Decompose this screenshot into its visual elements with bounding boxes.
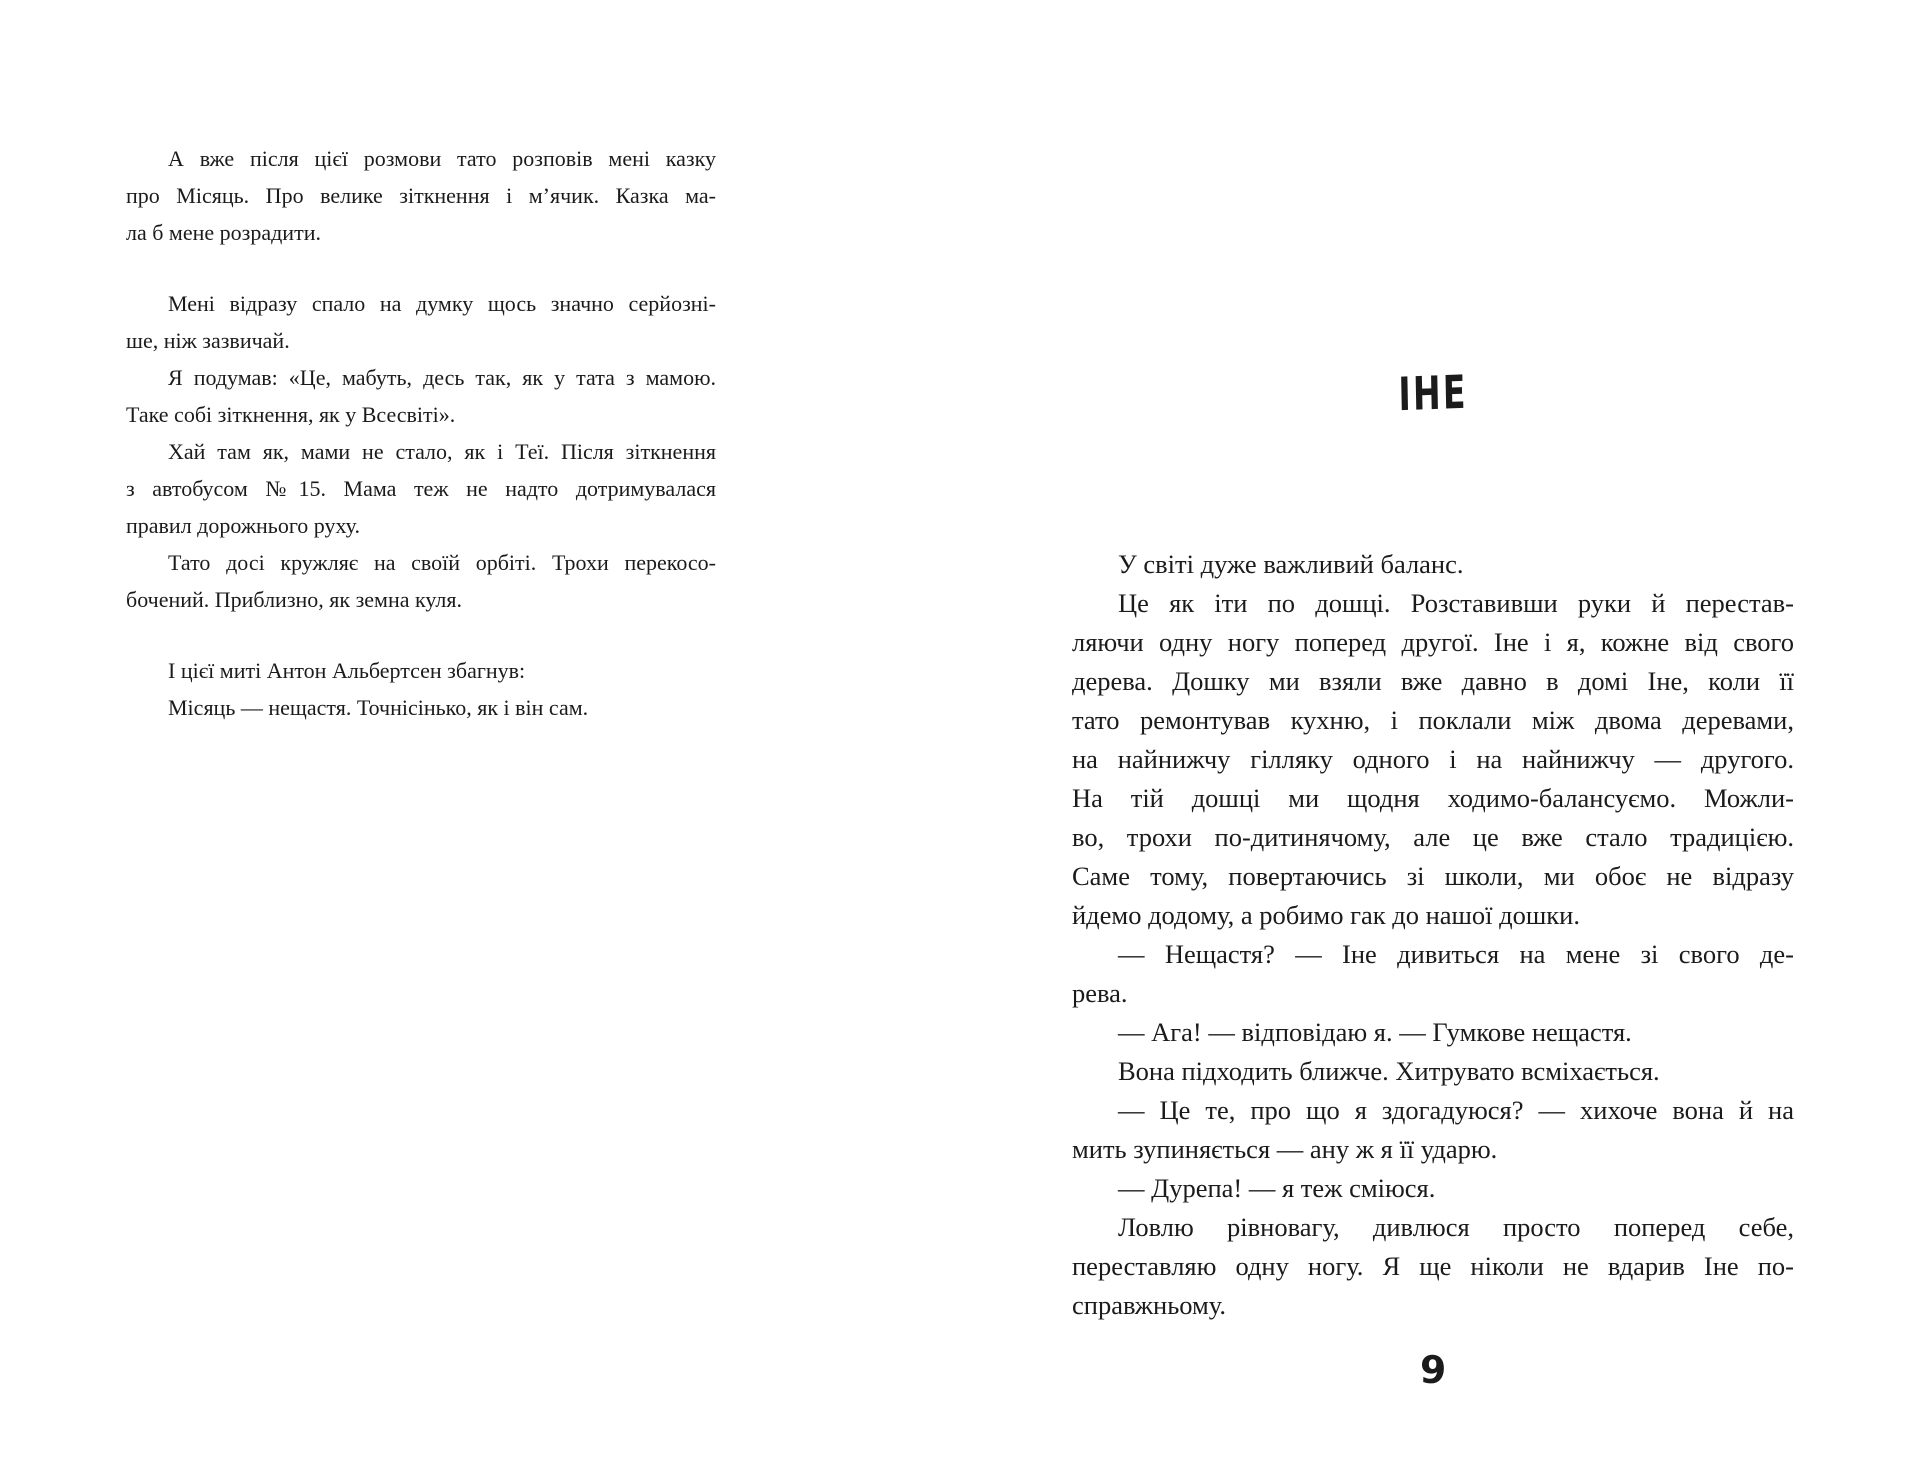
paragraph [1072, 1052, 1794, 1091]
right-page [1072, 0, 1794, 1477]
paragraph [126, 544, 716, 618]
paragraph [126, 689, 716, 726]
paragraph [126, 652, 716, 689]
text-line: йдемо додому, а робимо гак до нашої дошки. [1072, 900, 1580, 930]
paragraph [1072, 1091, 1794, 1169]
text-line: справжньому. [1072, 1290, 1227, 1320]
text-line: Я подумав: «Це, мабуть, десь так, як у тата з мамою. [168, 365, 716, 390]
paragraph [1072, 1013, 1794, 1052]
text-line: А вже після цієї розмови тато розповів мені казку [168, 146, 716, 171]
text-line: з автобусом №15. Мама теж не надто дотримувалася [126, 476, 716, 501]
paragraph [1072, 1208, 1794, 1325]
text-line: Мені відразу спало на думку щось значно серйозні- [168, 291, 716, 316]
text-line: Це як іти по дошці. Розставивши руки й перестав- [1118, 588, 1794, 618]
text-line: — Це те, про що я здогадуюся? — хихоче вона й на [1118, 1095, 1794, 1125]
text-line: переставляю одну ногу. Я ще ніколи не вдарив Іне по- [1072, 1251, 1794, 1281]
text-line: І цієї миті Антон Альбертсен збагнув: [168, 658, 526, 683]
paragraph [1072, 584, 1794, 935]
text-line: на найнижчу гілляку одного і на найнижчу — другого. [1072, 744, 1794, 774]
text-line: мить зупиняється — ану ж я її ударю. [1072, 1134, 1498, 1164]
paragraph [126, 433, 716, 544]
text-line: Місяць — нещастя. Точнісінько, як і він сам. [168, 695, 589, 720]
text-line: — Нещастя? — Іне дивиться на мене зі свого де- [1118, 939, 1794, 969]
paragraph [1072, 935, 1794, 1013]
paragraph [126, 359, 716, 433]
text-line: Таке собі зіткнення, як у Всесвіті». [126, 402, 456, 427]
paragraph [126, 140, 716, 251]
page-number: 9 [1419, 1347, 1447, 1393]
text-line: бочений. Приблизно, як земна куля. [126, 587, 463, 612]
right-page-body [1072, 545, 1794, 1325]
text-line: рева. [1072, 978, 1128, 1008]
text-line: во, трохи по-дитинячому, але це вже стало традицією. [1072, 822, 1794, 852]
text-line: У світі дуже важливий баланс. [1118, 549, 1464, 579]
text-line: ше, ніж зазвичай. [126, 328, 290, 353]
paragraph [126, 285, 716, 359]
text-line: про Місяць. Про велике зіткнення і м’ячик. Казка ма- [126, 183, 716, 208]
text-line: правил дорожнього руху. [126, 513, 360, 538]
text-line: тато ремонтував кухню, і поклали між двома деревами, [1072, 705, 1794, 735]
paragraph [1072, 545, 1794, 584]
text-line: Вона підходить ближче. Хитрувато всміхається. [1118, 1056, 1660, 1086]
text-line: На тій дошці ми щодня ходимо-балансуємо. Можли- [1072, 783, 1794, 813]
text-line: Хай там як, мами не стало, як і Теї. Після зіткнення [168, 439, 716, 464]
text-line: ляючи одну ногу поперед другої. Іне і я, кожне від свого [1072, 627, 1794, 657]
left-page [126, 140, 716, 726]
text-line: Ловлю рівновагу, дивлюся просто поперед себе, [1118, 1212, 1794, 1242]
text-line: Тато досі кружляє на своїй орбіті. Трохи перекосо- [168, 550, 716, 575]
text-line: дерева. Дошку ми взяли вже давно в домі Іне, коли її [1072, 666, 1794, 696]
paragraph [1072, 1169, 1794, 1208]
text-line: — Ага! — відповідаю я. — Гумкове нещастя. [1118, 1017, 1632, 1047]
text-line: — Дурепа! — я теж сміюся. [1118, 1173, 1436, 1203]
text-line: ла б мене розрадити. [126, 220, 321, 245]
chapter-title: ІНЕ [1397, 364, 1469, 422]
text-line: Саме тому, повертаючись зі школи, ми обоє не відразу [1072, 861, 1794, 891]
